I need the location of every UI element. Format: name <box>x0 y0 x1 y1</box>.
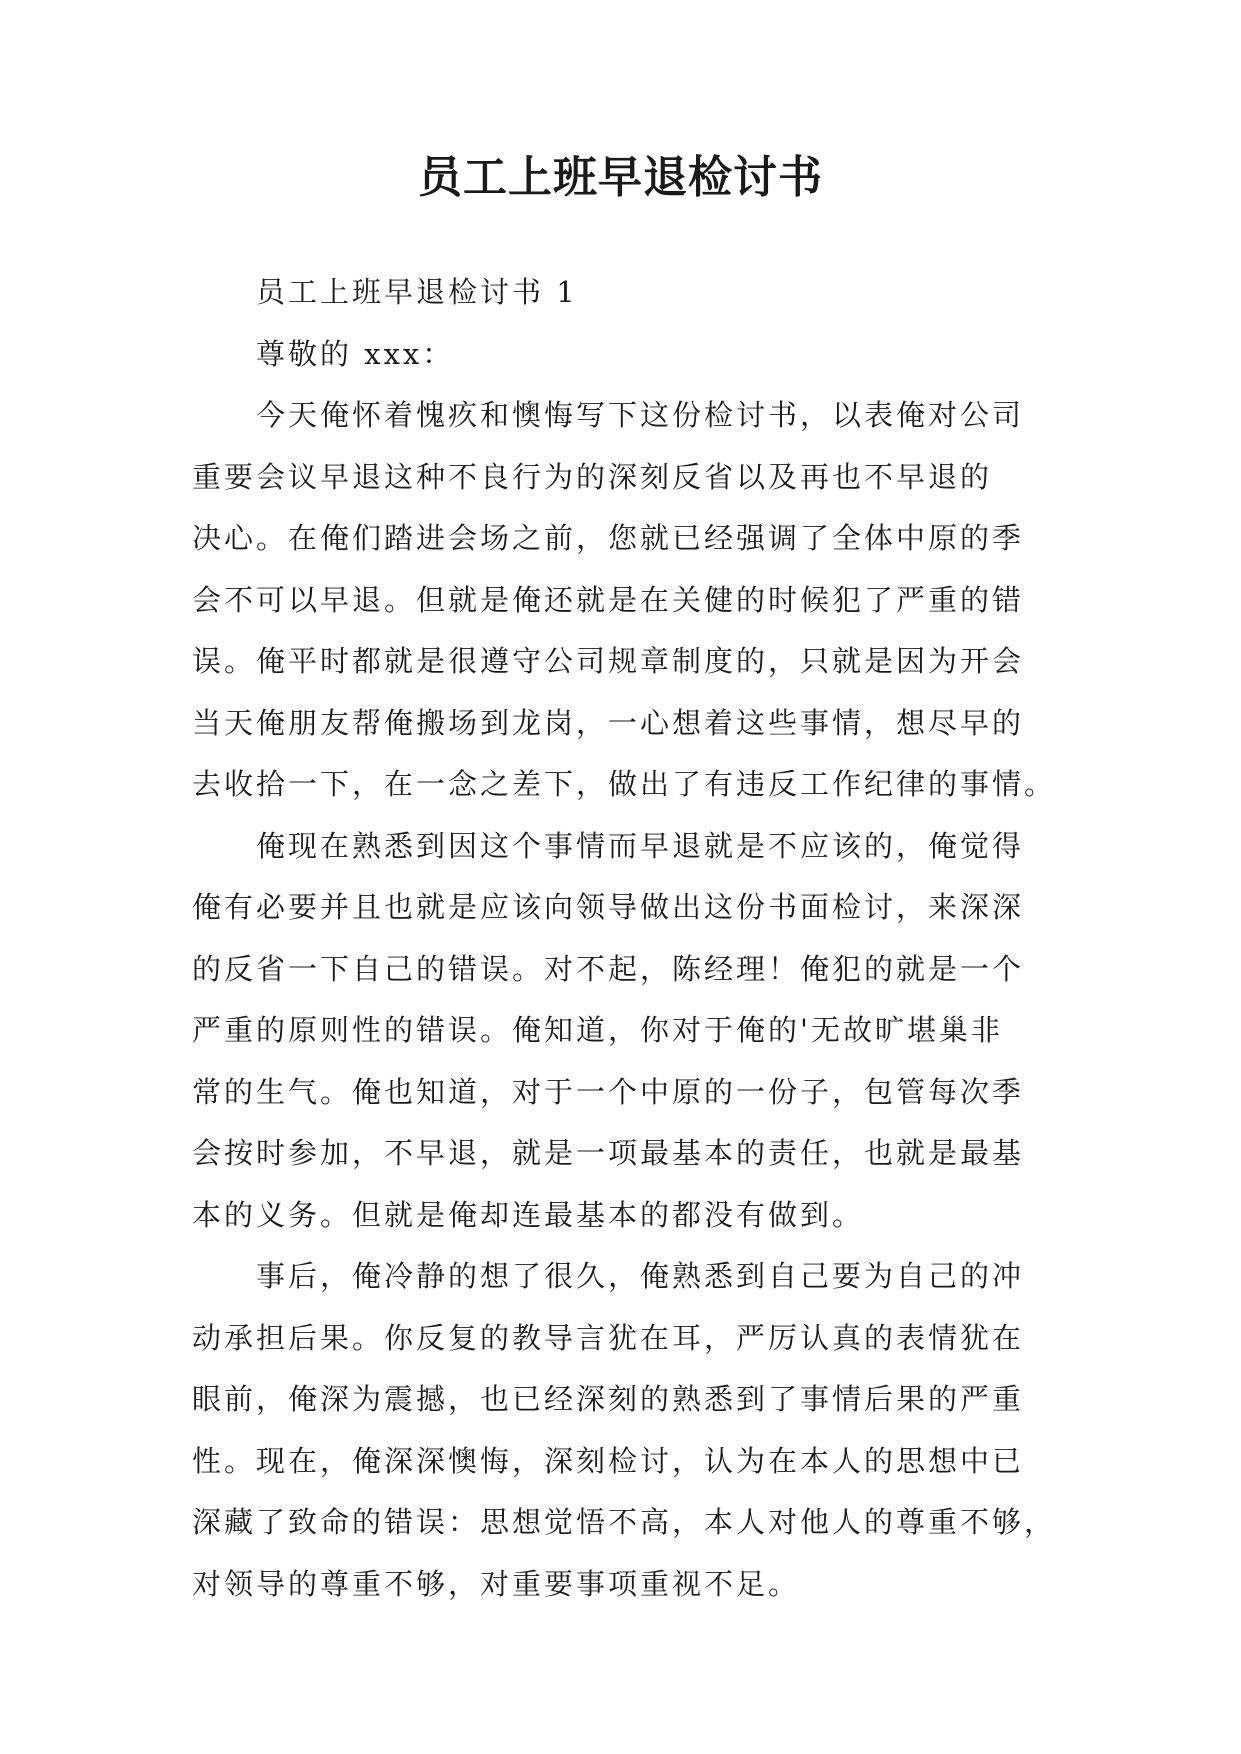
document-title: 员工上班早退检讨书 <box>418 152 823 203</box>
paragraph-2-line-3: 的反省一下自己的错误。对不起，陈经理！俺犯的就是一个 <box>192 951 1025 986</box>
salutation: 尊敬的 xxx： <box>256 336 455 371</box>
paragraph-3-line-3: 眼前，俺深为震撼，也已经深刻的熟悉到了事情后果的严重 <box>192 1382 1025 1416</box>
paragraph-2-line-1: 俺现在熟悉到因这个事情而早退就是不应该的，俺觉得 <box>256 828 1025 863</box>
paragraph-2-line-5: 常的生气。俺也知道，对于一个中原的一份子，包管每次季 <box>192 1074 1025 1109</box>
document-body <box>192 262 1057 1615</box>
paragraph-1-line-2: 重要会议早退这种不良行为的深刻反省以及再也不早退的 <box>192 459 993 494</box>
paragraph-3-line-6: 对领导的尊重不够，对重要事项重视不足。 <box>192 1566 801 1601</box>
paragraph-3-line-2: 动承担后果。你反复的教导言犹在耳，严厉认真的表情犹在 <box>192 1320 1025 1355</box>
paragraph-2-line-6: 会按时参加，不早退，就是一项最基本的责任，也就是最基 <box>192 1136 1025 1170</box>
paragraph-2-line-7: 本的义务。但就是俺却连最基本的都没有做到。 <box>192 1197 865 1232</box>
paragraph-3-line-5: 深藏了致命的错误：思想觉悟不高，本人对他人的尊重不够， <box>192 1505 1057 1539</box>
paragraph-3-line-4: 性。现在，俺深深懊悔，深刻检讨，认为在本人的思想中已 <box>192 1443 1025 1478</box>
section-heading: 员工上班早退检讨书 1 <box>256 275 578 309</box>
paragraph-1-line-5: 误。俺平时都就是很遵守公司规章制度的，只就是因为开会 <box>192 644 1025 678</box>
paragraph-1-line-4: 会不可以早退。但就是俺还就是在关健的时候犯了严重的错 <box>192 582 1025 617</box>
paragraph-1-line-7: 去收拾一下，在一念之差下，做出了有违反工作纪律的事情。 <box>192 767 1057 801</box>
paragraph-2-line-4: 严重的原则性的错误。俺知道，你对于俺的'无故旷堪巢非 <box>192 1013 1003 1047</box>
paragraph-1-line-6: 当天俺朋友帮俺搬场到龙岗，一心想着这些事情，想尽早的 <box>192 705 1025 740</box>
paragraph-3-line-1: 事后，俺冷静的想了很久，俺熟悉到自己要为自己的冲 <box>256 1259 1025 1293</box>
paragraph-1-line-1: 今天俺怀着愧疚和懊悔写下这份检讨书，以表俺对公司 <box>256 398 1025 432</box>
paragraph-1-line-3: 决心。在俺们踏进会场之前，您就已经强调了全体中原的季 <box>192 521 1025 555</box>
paragraph-2-line-2: 俺有必要并且也就是应该向领导做出这份书面检讨，来深深 <box>192 890 1025 924</box>
